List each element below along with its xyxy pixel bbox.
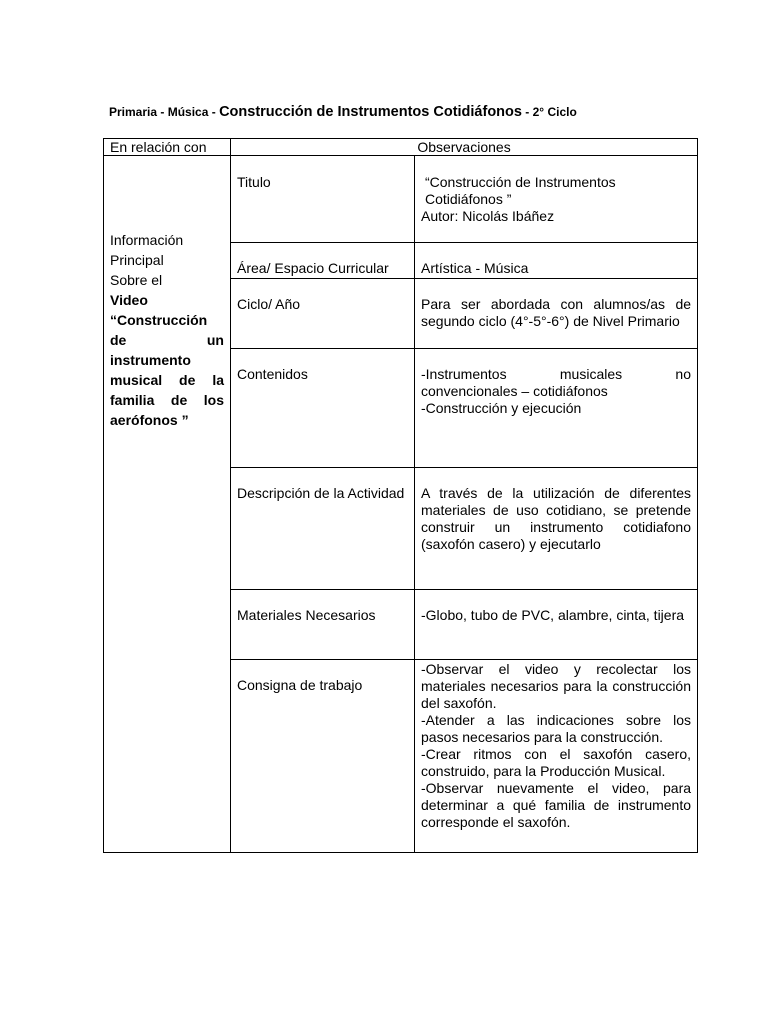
table-header-row xyxy=(104,139,698,156)
document-title xyxy=(109,103,577,120)
row-value-line: Autor: Nicolás Ibáñez xyxy=(421,208,555,224)
row-value-line: -Observar nuevamente el video, para determinar a qué familia de instrumento corresponde el saxofón. xyxy=(421,780,692,830)
row-value-line: -Observar el video y recolectar los materiales necesarios para la construcción del saxofón. xyxy=(421,661,692,711)
row-value: -Globo, tubo de PVC, alambre, cinta, tijera xyxy=(415,590,698,660)
left-line2: Principal xyxy=(110,252,164,268)
row-label: Titulo xyxy=(231,156,415,243)
row-label: Consigna de trabajo xyxy=(231,660,415,853)
row-value-line: “Construcción de Instrumentos Cotidiáfonos ” xyxy=(425,174,616,207)
left-line3: Sobre el xyxy=(110,272,163,288)
row-value-line: -Construcción y ejecución xyxy=(421,400,582,416)
row-label: Materiales Necesarios xyxy=(231,590,415,660)
left-info-cell xyxy=(104,156,231,853)
row-label: Área/ Espacio Curricular xyxy=(231,243,415,279)
row-label: Descripción de la Actividad xyxy=(231,468,415,590)
observations-table xyxy=(103,138,698,853)
header-relation: En relación con xyxy=(104,139,231,156)
row-value xyxy=(415,156,698,243)
row-value-line: -Instrumentos musicales no convencionales – cotidiáfonos xyxy=(421,366,692,399)
left-video-title: Video “Construcción de un instrumento musical de la familia de los aerófonos ” xyxy=(110,292,224,428)
title-level: Primaria - xyxy=(109,105,168,119)
table-row-titulo xyxy=(104,156,698,243)
row-value xyxy=(415,349,698,468)
row-value: Para ser abordada con alumnos/as de segundo ciclo (4°-5°-6°) de Nivel Primario xyxy=(415,279,698,349)
left-line1: Información xyxy=(110,232,184,248)
title-topic: Construcción de Instrumentos Cotidiáfonos xyxy=(219,104,522,120)
title-subject: Música - xyxy=(167,105,220,119)
row-value xyxy=(415,660,698,853)
row-value-line: -Atender a las indicaciones sobre los pasos necesarios para la construcción. xyxy=(421,712,692,745)
title-cycle: - 2° Ciclo xyxy=(521,105,577,119)
header-observations: Observaciones xyxy=(231,139,698,156)
row-label: Contenidos xyxy=(231,349,415,468)
row-value-line: -Crear ritmos con el saxofón casero, construido, para la Producción Musical. xyxy=(421,746,692,779)
row-value: Artística - Música xyxy=(415,243,698,279)
row-value: A través de la utilización de diferentes materiales de uso cotidiano, se pretende construir un instrumento cotidiafono (saxofón casero) y ejecutarlo xyxy=(415,468,698,590)
row-label: Ciclo/ Año xyxy=(231,279,415,349)
